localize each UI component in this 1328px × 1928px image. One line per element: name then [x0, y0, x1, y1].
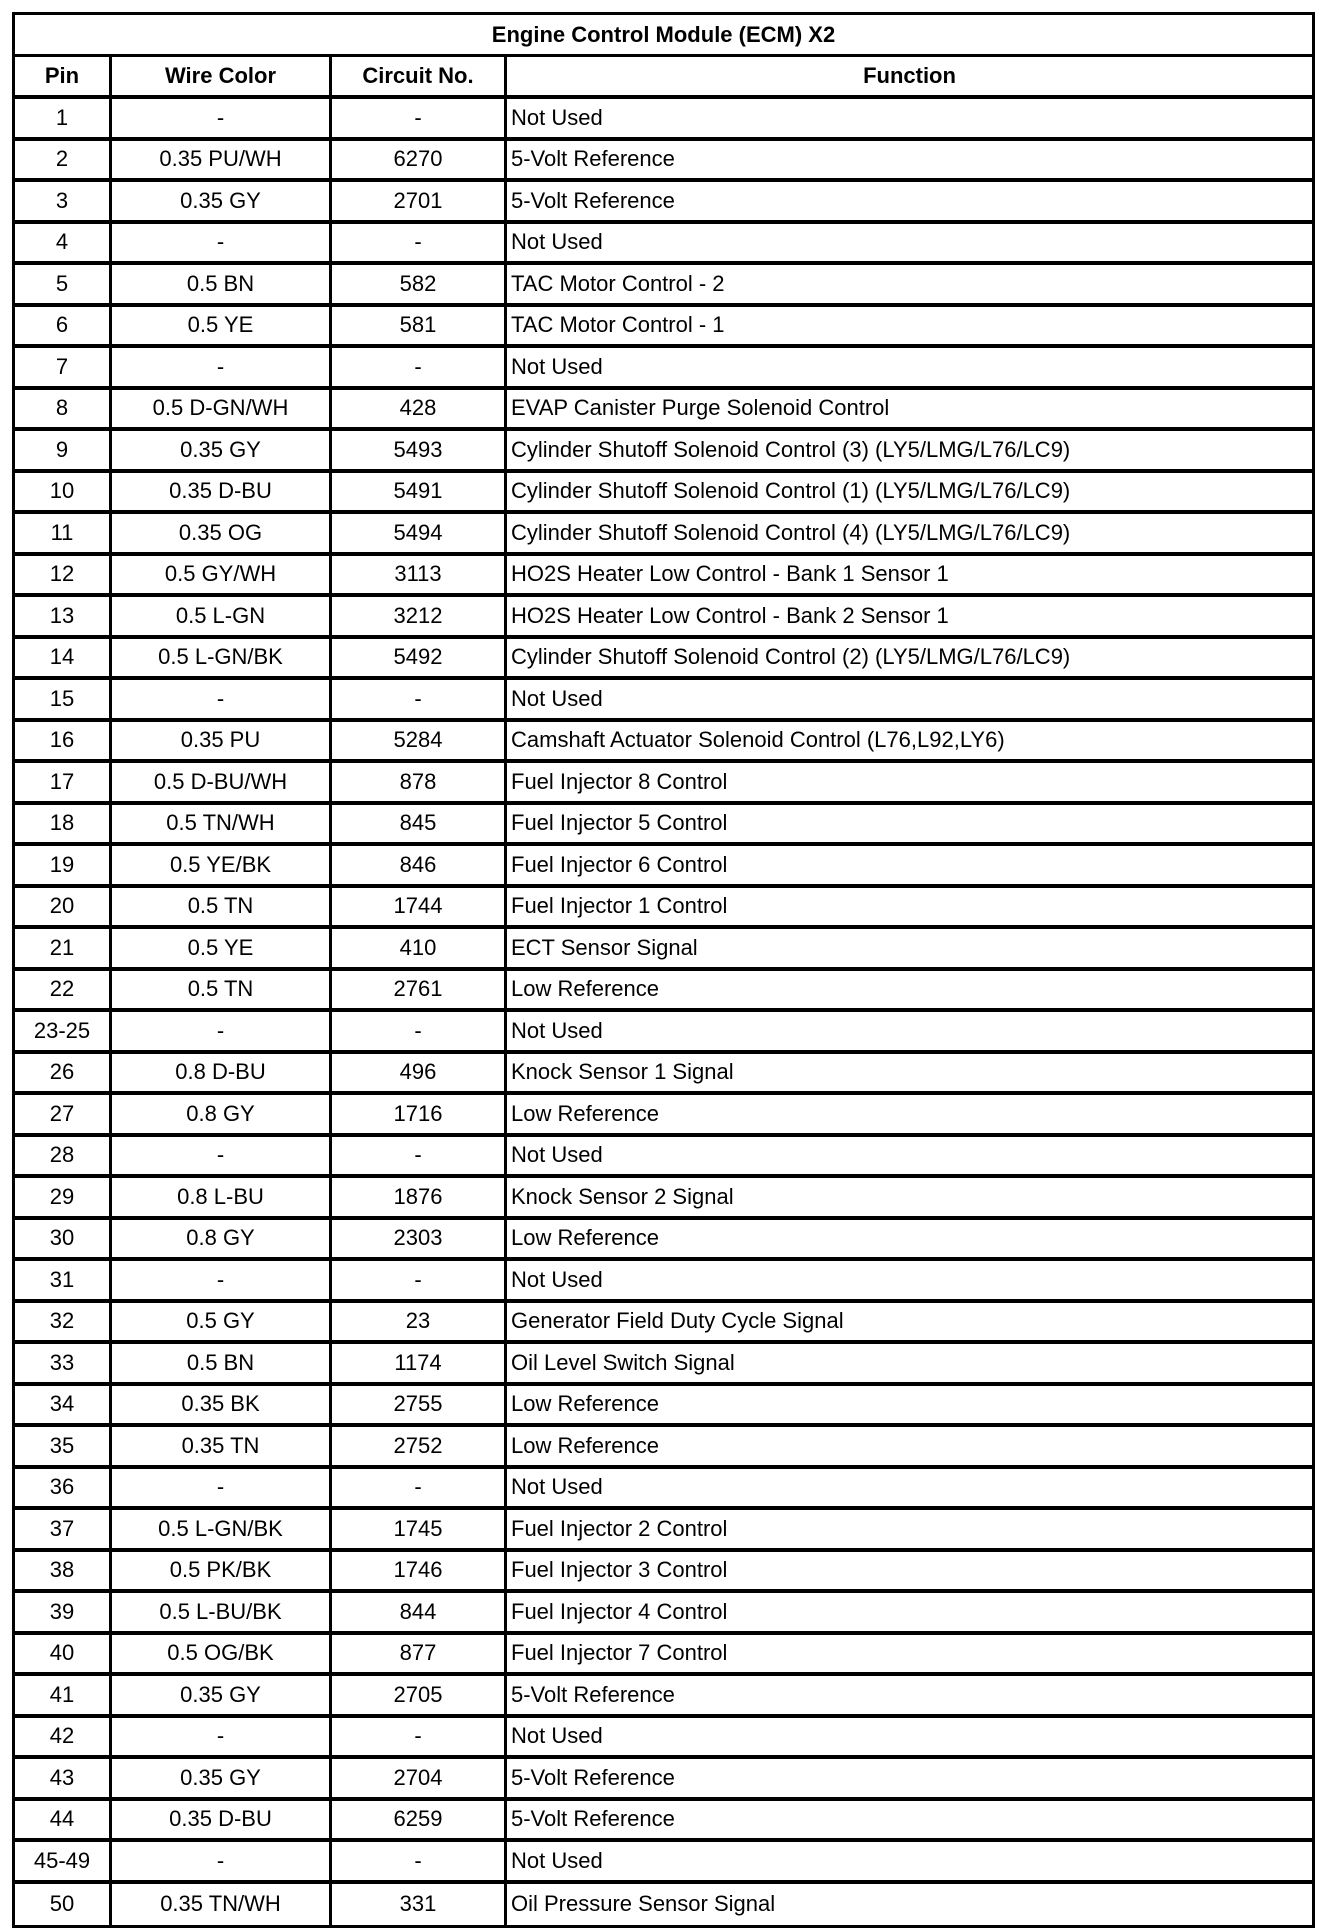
- function-cell: Low Reference: [511, 1100, 659, 1126]
- table-row: [15, 597, 1312, 639]
- circuit-no-cell: 1745: [332, 1510, 507, 1548]
- circuit-no-cell: 1716: [332, 1095, 507, 1133]
- function-cell: 5-Volt Reference: [511, 187, 675, 213]
- table-row: [15, 1718, 1312, 1760]
- circuit-no-cell: 581: [332, 307, 507, 345]
- wire-color-cell: -: [112, 1469, 332, 1507]
- table-row: [15, 390, 1312, 432]
- circuit-no-cell: 6259: [332, 1801, 507, 1839]
- circuit-no-cell: 2752: [332, 1427, 507, 1465]
- function-cell: Fuel Injector 1 Control: [511, 893, 728, 919]
- wire-color-cell: 0.35 D-BU: [112, 473, 332, 511]
- table-row: [15, 639, 1312, 681]
- table-row: [15, 1220, 1312, 1262]
- circuit-no-cell: -: [332, 1469, 507, 1507]
- function-cell: Not Used: [511, 1474, 603, 1500]
- function-cell: Not Used: [511, 1017, 603, 1043]
- table-row: [15, 680, 1312, 722]
- circuit-no-cell: 582: [332, 265, 507, 303]
- wire-color-cell: 0.35 GY: [112, 1676, 332, 1714]
- function-cell: Generator Field Duty Cycle Signal: [511, 1308, 844, 1334]
- circuit-no-cell: 844: [332, 1593, 507, 1631]
- wire-color-cell: 0.8 GY: [112, 1095, 332, 1133]
- table-row: [15, 929, 1312, 971]
- function-cell: Fuel Injector 8 Control: [511, 768, 728, 794]
- table-row: [15, 763, 1312, 805]
- wire-color-cell: 0.5 YE: [112, 307, 332, 345]
- pin-cell: 12: [15, 556, 112, 594]
- table-row: [15, 1012, 1312, 1054]
- pin-cell: 38: [15, 1552, 112, 1590]
- connector-pinout-table: [12, 12, 1315, 1928]
- circuit-no-cell: 846: [332, 846, 507, 884]
- table-row: [15, 1303, 1312, 1345]
- table-row: [15, 307, 1312, 349]
- function-cell: Oil Pressure Sensor Signal: [511, 1891, 776, 1917]
- wire-color-cell: 0.35 GY: [112, 182, 332, 220]
- circuit-no-cell: 5493: [332, 431, 507, 469]
- circuit-no-cell: 5284: [332, 722, 507, 760]
- pin-cell: 2: [15, 141, 112, 179]
- pin-cell: 1: [15, 99, 112, 137]
- wire-color-cell: 0.8 D-BU: [112, 1054, 332, 1092]
- table-row: [15, 99, 1312, 141]
- table-row: [15, 348, 1312, 390]
- wire-color-cell: 0.5 OG/BK: [112, 1635, 332, 1673]
- pin-cell: 29: [15, 1178, 112, 1216]
- wire-color-cell: 0.8 GY: [112, 1220, 332, 1258]
- pin-cell: 13: [15, 597, 112, 635]
- function-cell: ECT Sensor Signal: [511, 934, 698, 960]
- function-cell: Not Used: [511, 353, 603, 379]
- circuit-no-cell: 2701: [332, 182, 507, 220]
- pin-cell: 27: [15, 1095, 112, 1133]
- header-function: Function: [863, 63, 956, 88]
- table-row: [15, 1884, 1312, 1926]
- circuit-no-cell: 2755: [332, 1386, 507, 1424]
- circuit-no-cell: 5494: [332, 514, 507, 552]
- table-row: [15, 971, 1312, 1013]
- wire-color-cell: -: [112, 1261, 332, 1299]
- pin-cell: 8: [15, 390, 112, 428]
- pin-cell: 22: [15, 971, 112, 1009]
- wire-color-cell: 0.5 L-GN/BK: [112, 1510, 332, 1548]
- pin-cell: 21: [15, 929, 112, 967]
- table-row: [15, 1427, 1312, 1469]
- pin-cell: 45-49: [15, 1842, 112, 1880]
- wire-color-cell: 0.5 BN: [112, 265, 332, 303]
- pin-cell: 39: [15, 1593, 112, 1631]
- table-row: [15, 1469, 1312, 1511]
- wire-color-cell: 0.8 L-BU: [112, 1178, 332, 1216]
- wire-color-cell: 0.5 D-BU/WH: [112, 763, 332, 801]
- wire-color-cell: 0.5 BN: [112, 1344, 332, 1382]
- function-cell: Low Reference: [511, 976, 659, 1002]
- function-cell: 5-Volt Reference: [511, 1764, 675, 1790]
- circuit-no-cell: 3113: [332, 556, 507, 594]
- wire-color-cell: -: [112, 1137, 332, 1175]
- pin-cell: 34: [15, 1386, 112, 1424]
- table-row: [15, 1676, 1312, 1718]
- function-cell: HO2S Heater Low Control - Bank 2 Sensor 1: [511, 602, 949, 628]
- function-cell: EVAP Canister Purge Solenoid Control: [511, 395, 890, 421]
- table-row: [15, 1759, 1312, 1801]
- table-row: [15, 1095, 1312, 1137]
- circuit-no-cell: 410: [332, 929, 507, 967]
- wire-color-cell: 0.5 TN: [112, 971, 332, 1009]
- circuit-no-cell: 2704: [332, 1759, 507, 1797]
- table-row: [15, 1137, 1312, 1179]
- wire-color-cell: 0.5 GY/WH: [112, 556, 332, 594]
- wire-color-cell: 0.5 TN: [112, 888, 332, 926]
- circuit-no-cell: 1174: [332, 1344, 507, 1382]
- table-row: [15, 141, 1312, 183]
- circuit-no-cell: 331: [332, 1884, 507, 1926]
- wire-color-cell: 0.35 PU: [112, 722, 332, 760]
- table-row: [15, 431, 1312, 473]
- wire-color-cell: 0.35 GY: [112, 431, 332, 469]
- pin-cell: 28: [15, 1137, 112, 1175]
- function-cell: 5-Volt Reference: [511, 146, 675, 172]
- circuit-no-cell: 428: [332, 390, 507, 428]
- circuit-no-cell: 496: [332, 1054, 507, 1092]
- function-cell: Cylinder Shutoff Solenoid Control (2) (LY5/LMG/L76/LC9): [511, 644, 1071, 670]
- circuit-no-cell: -: [332, 1261, 507, 1299]
- table-row: [15, 182, 1312, 224]
- circuit-no-cell: -: [332, 1137, 507, 1175]
- pin-cell: 42: [15, 1718, 112, 1756]
- table-row: [15, 1344, 1312, 1386]
- circuit-no-cell: -: [332, 99, 507, 137]
- table-row: [15, 1054, 1312, 1096]
- pin-cell: 5: [15, 265, 112, 303]
- table-row: [15, 514, 1312, 556]
- table-row: [15, 1801, 1312, 1843]
- pin-cell: 43: [15, 1759, 112, 1797]
- circuit-no-cell: 6270: [332, 141, 507, 179]
- pin-cell: 44: [15, 1801, 112, 1839]
- wire-color-cell: 0.35 D-BU: [112, 1801, 332, 1839]
- circuit-no-cell: 1876: [332, 1178, 507, 1216]
- pin-cell: 36: [15, 1469, 112, 1507]
- table-title: Engine Control Module (ECM) X2: [15, 15, 1312, 57]
- table-row: [15, 1635, 1312, 1677]
- wire-color-cell: 0.5 L-GN/BK: [112, 639, 332, 677]
- table-row: [15, 473, 1312, 515]
- header-row: [15, 57, 1312, 99]
- function-cell: 5-Volt Reference: [511, 1681, 675, 1707]
- function-cell: Cylinder Shutoff Solenoid Control (1) (LY5/LMG/L76/LC9): [511, 478, 1071, 504]
- pin-cell: 20: [15, 888, 112, 926]
- pin-cell: 18: [15, 805, 112, 843]
- function-cell: Not Used: [511, 1142, 603, 1168]
- table-row: [15, 224, 1312, 266]
- function-cell: HO2S Heater Low Control - Bank 1 Sensor 1: [511, 561, 949, 587]
- function-cell: Low Reference: [511, 1225, 659, 1251]
- function-cell: Fuel Injector 4 Control: [511, 1598, 728, 1624]
- circuit-no-cell: 2705: [332, 1676, 507, 1714]
- wire-color-cell: -: [112, 99, 332, 137]
- wire-color-cell: 0.35 TN: [112, 1427, 332, 1465]
- wire-color-cell: 0.5 YE/BK: [112, 846, 332, 884]
- header-pin: Pin: [15, 57, 112, 95]
- function-cell: Low Reference: [511, 1432, 659, 1458]
- wire-color-cell: 0.5 GY: [112, 1303, 332, 1341]
- circuit-no-cell: 845: [332, 805, 507, 843]
- pin-cell: 23-25: [15, 1012, 112, 1050]
- wire-color-cell: 0.5 L-BU/BK: [112, 1593, 332, 1631]
- pin-cell: 16: [15, 722, 112, 760]
- circuit-no-cell: 23: [332, 1303, 507, 1341]
- table-row: [15, 888, 1312, 930]
- table-row: [15, 805, 1312, 847]
- wire-color-cell: 0.5 YE: [112, 929, 332, 967]
- function-cell: Not Used: [511, 1847, 603, 1873]
- wire-color-cell: -: [112, 1842, 332, 1880]
- wire-color-cell: 0.35 PU/WH: [112, 141, 332, 179]
- table-row: [15, 846, 1312, 888]
- pin-cell: 40: [15, 1635, 112, 1673]
- wire-color-cell: -: [112, 224, 332, 262]
- function-cell: Not Used: [511, 1266, 603, 1292]
- circuit-no-cell: -: [332, 1012, 507, 1050]
- pin-cell: 35: [15, 1427, 112, 1465]
- circuit-no-cell: -: [332, 348, 507, 386]
- function-cell: Knock Sensor 2 Signal: [511, 1183, 734, 1209]
- circuit-no-cell: 3212: [332, 597, 507, 635]
- table-row: [15, 1261, 1312, 1303]
- wire-color-cell: 0.35 TN/WH: [112, 1884, 332, 1926]
- circuit-no-cell: 1746: [332, 1552, 507, 1590]
- wire-color-cell: -: [112, 680, 332, 718]
- function-cell: Low Reference: [511, 1391, 659, 1417]
- pin-cell: 41: [15, 1676, 112, 1714]
- function-cell: Fuel Injector 5 Control: [511, 810, 728, 836]
- function-cell: Not Used: [511, 229, 603, 255]
- table-row: [15, 265, 1312, 307]
- function-cell: Fuel Injector 6 Control: [511, 851, 728, 877]
- pin-cell: 15: [15, 680, 112, 718]
- wire-color-cell: -: [112, 1718, 332, 1756]
- circuit-no-cell: 5491: [332, 473, 507, 511]
- table-row: [15, 556, 1312, 598]
- circuit-no-cell: 878: [332, 763, 507, 801]
- pin-cell: 9: [15, 431, 112, 469]
- pin-cell: 31: [15, 1261, 112, 1299]
- circuit-no-cell: -: [332, 1718, 507, 1756]
- pin-cell: 7: [15, 348, 112, 386]
- pin-cell: 10: [15, 473, 112, 511]
- function-cell: Not Used: [511, 104, 603, 130]
- wire-color-cell: 0.5 PK/BK: [112, 1552, 332, 1590]
- function-cell: Cylinder Shutoff Solenoid Control (3) (LY5/LMG/L76/LC9): [511, 436, 1071, 462]
- function-cell: Oil Level Switch Signal: [511, 1349, 735, 1375]
- pin-cell: 26: [15, 1054, 112, 1092]
- function-cell: TAC Motor Control - 1: [511, 312, 725, 338]
- function-cell: Fuel Injector 3 Control: [511, 1557, 728, 1583]
- function-cell: TAC Motor Control - 2: [511, 270, 725, 296]
- header-wire-color: Wire Color: [112, 57, 332, 95]
- circuit-no-cell: 2761: [332, 971, 507, 1009]
- pin-cell: 50: [15, 1884, 112, 1926]
- function-cell: Cylinder Shutoff Solenoid Control (4) (LY5/LMG/L76/LC9): [511, 519, 1071, 545]
- circuit-no-cell: 2303: [332, 1220, 507, 1258]
- wire-color-cell: 0.5 L-GN: [112, 597, 332, 635]
- wire-color-cell: 0.35 BK: [112, 1386, 332, 1424]
- wire-color-cell: -: [112, 1012, 332, 1050]
- function-cell: Not Used: [511, 1723, 603, 1749]
- wire-color-cell: -: [112, 348, 332, 386]
- table-row: [15, 1386, 1312, 1428]
- pin-cell: 6: [15, 307, 112, 345]
- table-row: [15, 722, 1312, 764]
- function-cell: Camshaft Actuator Solenoid Control (L76,L92,LY6): [511, 727, 1005, 753]
- table-row: [15, 1593, 1312, 1635]
- circuit-no-cell: -: [332, 1842, 507, 1880]
- pin-cell: 3: [15, 182, 112, 220]
- circuit-no-cell: 877: [332, 1635, 507, 1673]
- table-row: [15, 1178, 1312, 1220]
- pin-cell: 33: [15, 1344, 112, 1382]
- pin-cell: 32: [15, 1303, 112, 1341]
- function-cell: 5-Volt Reference: [511, 1806, 675, 1832]
- circuit-no-cell: 1744: [332, 888, 507, 926]
- pin-cell: 11: [15, 514, 112, 552]
- table-row: [15, 1842, 1312, 1884]
- pin-cell: 37: [15, 1510, 112, 1548]
- header-circuit-no: Circuit No.: [332, 57, 507, 95]
- pin-cell: 4: [15, 224, 112, 262]
- pin-cell: 17: [15, 763, 112, 801]
- circuit-no-cell: 5492: [332, 639, 507, 677]
- function-cell: Fuel Injector 7 Control: [511, 1640, 728, 1666]
- function-cell: Not Used: [511, 685, 603, 711]
- pin-cell: 14: [15, 639, 112, 677]
- circuit-no-cell: -: [332, 680, 507, 718]
- function-cell: Fuel Injector 2 Control: [511, 1515, 728, 1541]
- pin-cell: 30: [15, 1220, 112, 1258]
- table-row: [15, 1510, 1312, 1552]
- wire-color-cell: 0.35 GY: [112, 1759, 332, 1797]
- function-cell: Knock Sensor 1 Signal: [511, 1059, 734, 1085]
- wire-color-cell: 0.5 TN/WH: [112, 805, 332, 843]
- table-row: [15, 1552, 1312, 1594]
- wire-color-cell: 0.35 OG: [112, 514, 332, 552]
- pin-cell: 19: [15, 846, 112, 884]
- circuit-no-cell: -: [332, 224, 507, 262]
- wire-color-cell: 0.5 D-GN/WH: [112, 390, 332, 428]
